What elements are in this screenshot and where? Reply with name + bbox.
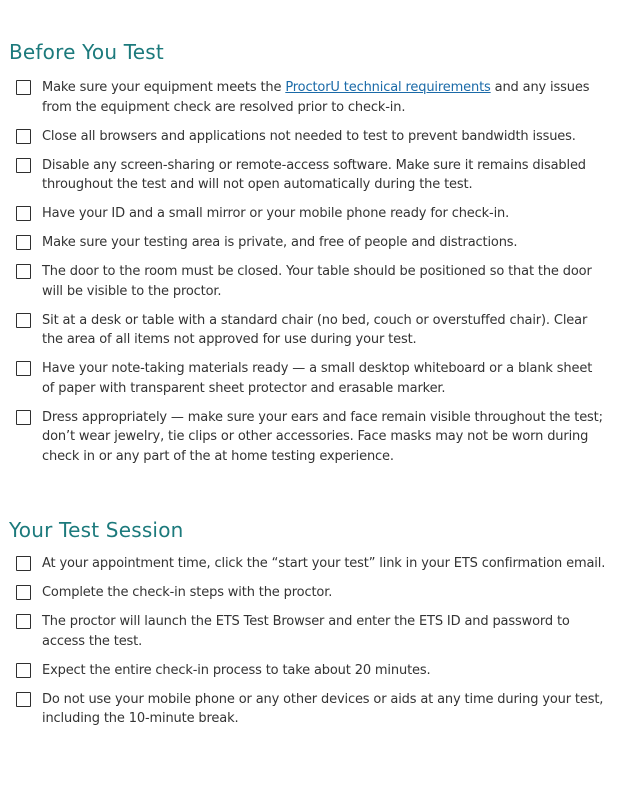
checkbox[interactable] [16,80,31,95]
checklist-item [0,554,624,574]
checklist-item [0,359,624,398]
checklist-item [0,408,624,467]
checklist-item-text: Have your note-taking materials ready — a small desktop whiteboard or a blank sheet of paper with transparent sheet protector and erasable marker. [42,361,593,396]
section-title-your-test-session: Your Test Session [9,518,184,542]
checkbox[interactable] [16,692,31,707]
checklist-item [0,612,624,651]
checklist-item [0,156,624,195]
checklist-item [0,233,624,253]
checklist-item-text: Complete the check-in steps with the proctor. [42,584,333,600]
section-title-before-you-test: Before You Test [9,40,164,64]
checklist-item-text: Sit at a desk or table with a standard chair (no bed, couch or overstuffed chair). Clear the area of all items not approved for use during your test. [42,312,588,348]
before-you-test-section [0,40,624,476]
checklist-item [0,262,624,301]
checklist-item-text: The proctor will launch the ETS Test Browser and enter the ETS ID and password to access the test. [42,613,570,649]
checklist-item-text: Make sure your equipment meets the [42,80,286,95]
checkbox[interactable] [16,235,31,250]
checkbox[interactable] [16,585,31,600]
checkbox[interactable] [16,129,31,144]
checklist-item-text: Do not use your mobile phone or any other devices or aids at any time during your test, including the 10-minute break. [42,691,604,727]
checkbox[interactable] [16,264,31,279]
before-you-test-checklist [0,78,624,467]
checklist-item-text: Make sure your testing area is private, and free of people and distractions. [42,235,518,251]
checklist-item [0,78,624,117]
checklist-item-text: Have your ID and a small mirror or your mobile phone ready for check-in. [42,206,510,222]
checklist-item [0,127,624,147]
checklist-item-text: Dress appropriately — make sure your ears and face remain visible throughout the test; don’t wear jewelry, tie clips or other accessories. Face masks may not be worn during check in or any part of the at home testing experience. [42,409,603,465]
checkbox[interactable] [16,556,31,571]
checklist-item [0,311,624,350]
checklist-item [0,583,624,603]
checklist-item [0,690,624,729]
checklist-item [0,661,624,681]
checkbox[interactable] [16,313,31,328]
checklist-item-text: Disable any screen-sharing or remote-access software. Make sure it remains disabled throughout the test and will not open automatically during the test. [42,157,586,193]
checklist-item-text: At your appointment time, click the “start your test” link in your ETS confirmation email. [42,556,606,571]
proctoru-technical-requirements-link[interactable]: ProctorU technical requirements [285,80,491,95]
checklist-item [0,204,624,224]
checklist-item-text: Expect the entire check-in process to take about 20 minutes. [42,662,431,678]
checklist-item-text: The door to the room must be closed. Your table should be positioned so that the door will be visible to the proctor. [42,264,592,299]
your-test-session-section [0,518,624,738]
checkbox[interactable] [16,206,31,221]
checkbox[interactable] [16,410,31,425]
checkbox[interactable] [16,158,31,173]
checklist-item-text: and any issues from the equipment check are resolved prior to check-in. [42,80,590,115]
checklist-item-text: Close all browsers and applications not needed to test to prevent bandwidth issues. [42,128,576,144]
checkbox[interactable] [16,614,31,629]
checkbox[interactable] [16,663,31,678]
your-test-session-checklist [0,554,624,729]
checkbox[interactable] [16,361,31,376]
